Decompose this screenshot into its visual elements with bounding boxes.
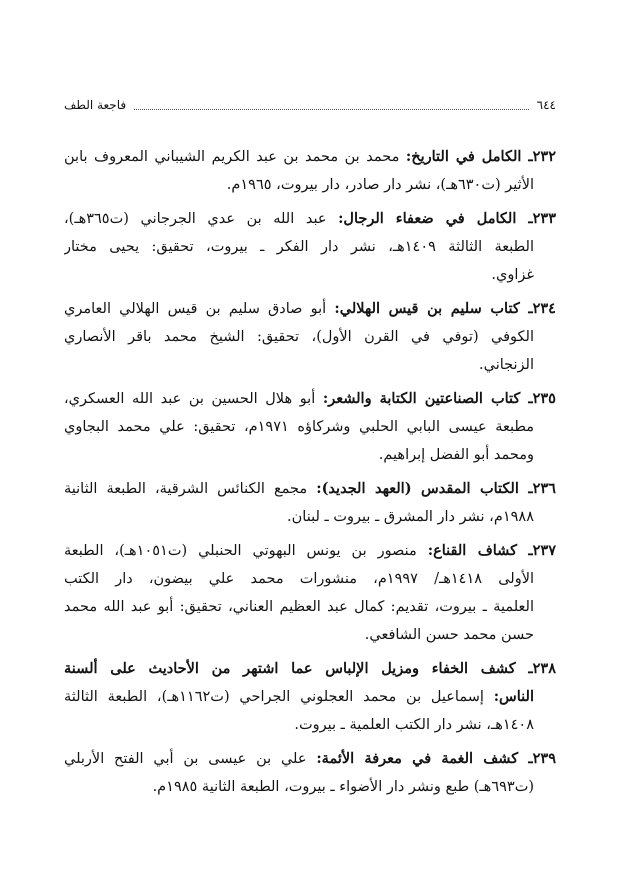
entry-line (64, 261, 556, 289)
entry-line (64, 537, 556, 565)
entry-line (64, 413, 556, 441)
entry-text: الأثير (ت٦٣٠هـ)، نشر دار صادر، دار بيروت، ١٩٦٥م. (226, 177, 534, 193)
page (64, 0, 556, 886)
header-dot-leader (134, 101, 529, 110)
running-header (64, 96, 556, 114)
entry-text: الزنجاني. (479, 357, 534, 373)
entry-heading: ٢٣٦ـ الكتاب المقدس (العهد الجديد): (316, 480, 556, 497)
bibliography-entry (64, 143, 556, 199)
entry-text: الطبعة الثالثة ١٤٠٩هـ، نشر دار الفكر ـ بيروت، تحقيق: يحيى مختار (64, 239, 534, 255)
entry-line (64, 745, 556, 773)
entry-text: عبد الله بن عدي الجرجاني (ت٣٦٥هـ)، (64, 211, 339, 227)
entry-text: إسماعيل بن محمد العجلوني الجراحي (ت١١٦٢هـ)، الطبعة الثالثة (64, 689, 494, 705)
bibliography-entry (64, 205, 556, 289)
running-title: فاجعة الطف (64, 98, 127, 112)
entry-line (64, 351, 556, 379)
entry-line (64, 143, 556, 171)
entry-line (64, 503, 556, 531)
bibliography-entry (64, 655, 556, 739)
entry-heading: ٢٣٤ـ كتاب سليم بن قيس الهلالي: (334, 300, 556, 317)
entry-line (64, 683, 556, 711)
entry-text: أبو هلال الحسين بن عبد الله العسكري، (64, 391, 323, 407)
bibliography-entry (64, 475, 556, 531)
entry-text: الكوفي (توفي في القرن الأول)، تحقيق: الشيخ محمد باقر الأنصاري (64, 329, 534, 345)
entry-line (64, 655, 556, 683)
entry-line (64, 295, 556, 323)
entry-heading: ٢٣٥ـ كتاب الصناعتين الكتابة والشعر: (322, 390, 556, 407)
entry-heading: الناس: (493, 688, 534, 705)
entry-text: غزاوي. (491, 267, 534, 283)
entry-line (64, 385, 556, 413)
entry-line (64, 711, 556, 739)
entry-line (64, 475, 556, 503)
entry-text: مطبعة عيسى البابي الحلبي وشركاؤه ١٩٧١م، تحقيق: علي محمد البجاوي (64, 419, 534, 435)
bibliography-entry (64, 745, 556, 801)
entry-line (64, 773, 556, 801)
entry-text: الأولى ١٤١٨هـ/ ١٩٩٧م، منشورات محمد علي بيضون، دار الكتب (64, 571, 534, 587)
entry-line (64, 441, 556, 469)
entry-line (64, 593, 556, 621)
entry-heading: ٢٣٢ـ الكامل في التاريخ: (405, 148, 556, 165)
entry-text: محمد بن محمد بن عبد الكريم الشيباني المعروف بابن (64, 149, 406, 165)
entry-heading: ٢٣٩ـ كشف الغمة في معرفة الأئمة: (316, 750, 556, 767)
entry-text: (ت٦٩٣هـ) طبع ونشر دار الأضواء ـ بيروت، الطبعة الثانية ١٩٨٥م. (152, 779, 534, 795)
entry-text: ١٩٨٨م، نشر دار المشرق ـ بيروت ـ لبنان. (287, 509, 534, 525)
entry-text: حسن محمد حسن الشافعي. (364, 627, 534, 643)
entry-line (64, 171, 556, 199)
entry-text: أبو صادق سليم بن قيس الهلالي العامري (64, 301, 335, 317)
entry-text: منصور بن يونس البهوتي الحنبلي (ت١٠٥١هـ)، الطبعة (64, 543, 428, 559)
bibliography-entry (64, 385, 556, 469)
entry-line (64, 233, 556, 261)
entry-line (64, 621, 556, 649)
entry-heading: ٢٣٧ـ كشاف القناع: (427, 542, 556, 559)
page-number: ٦٤٤ (536, 98, 556, 112)
entry-text: مجمع الكنائس الشرقية، الطبعة الثانية (64, 481, 317, 497)
entry-heading: ٢٣٨ـ كشف الخفاء ومزيل الإلباس عما اشتهر من الأحاديث على ألسنة (64, 660, 556, 677)
entry-heading: ٢٣٣ـ الكامل في ضعفاء الرجال: (338, 210, 556, 227)
entry-text: علي بن عيسى بن أبي الفتح الأربلي (64, 751, 317, 767)
entry-line (64, 205, 556, 233)
bibliography-entry (64, 537, 556, 649)
bibliography-list (64, 143, 556, 807)
entry-text: ١٤٠٨هـ، نشر دار الكتب العلمية ـ بيروت. (294, 717, 534, 733)
entry-line (64, 565, 556, 593)
entry-text: العلمية ـ بيروت، تقديم: كمال عبد العظيم العناني، تحقيق: أبو عبد الله محمد (64, 599, 534, 615)
bibliography-entry (64, 295, 556, 379)
entry-line (64, 323, 556, 351)
entry-text: ومحمد أبو الفضل إبراهيم. (378, 447, 534, 463)
